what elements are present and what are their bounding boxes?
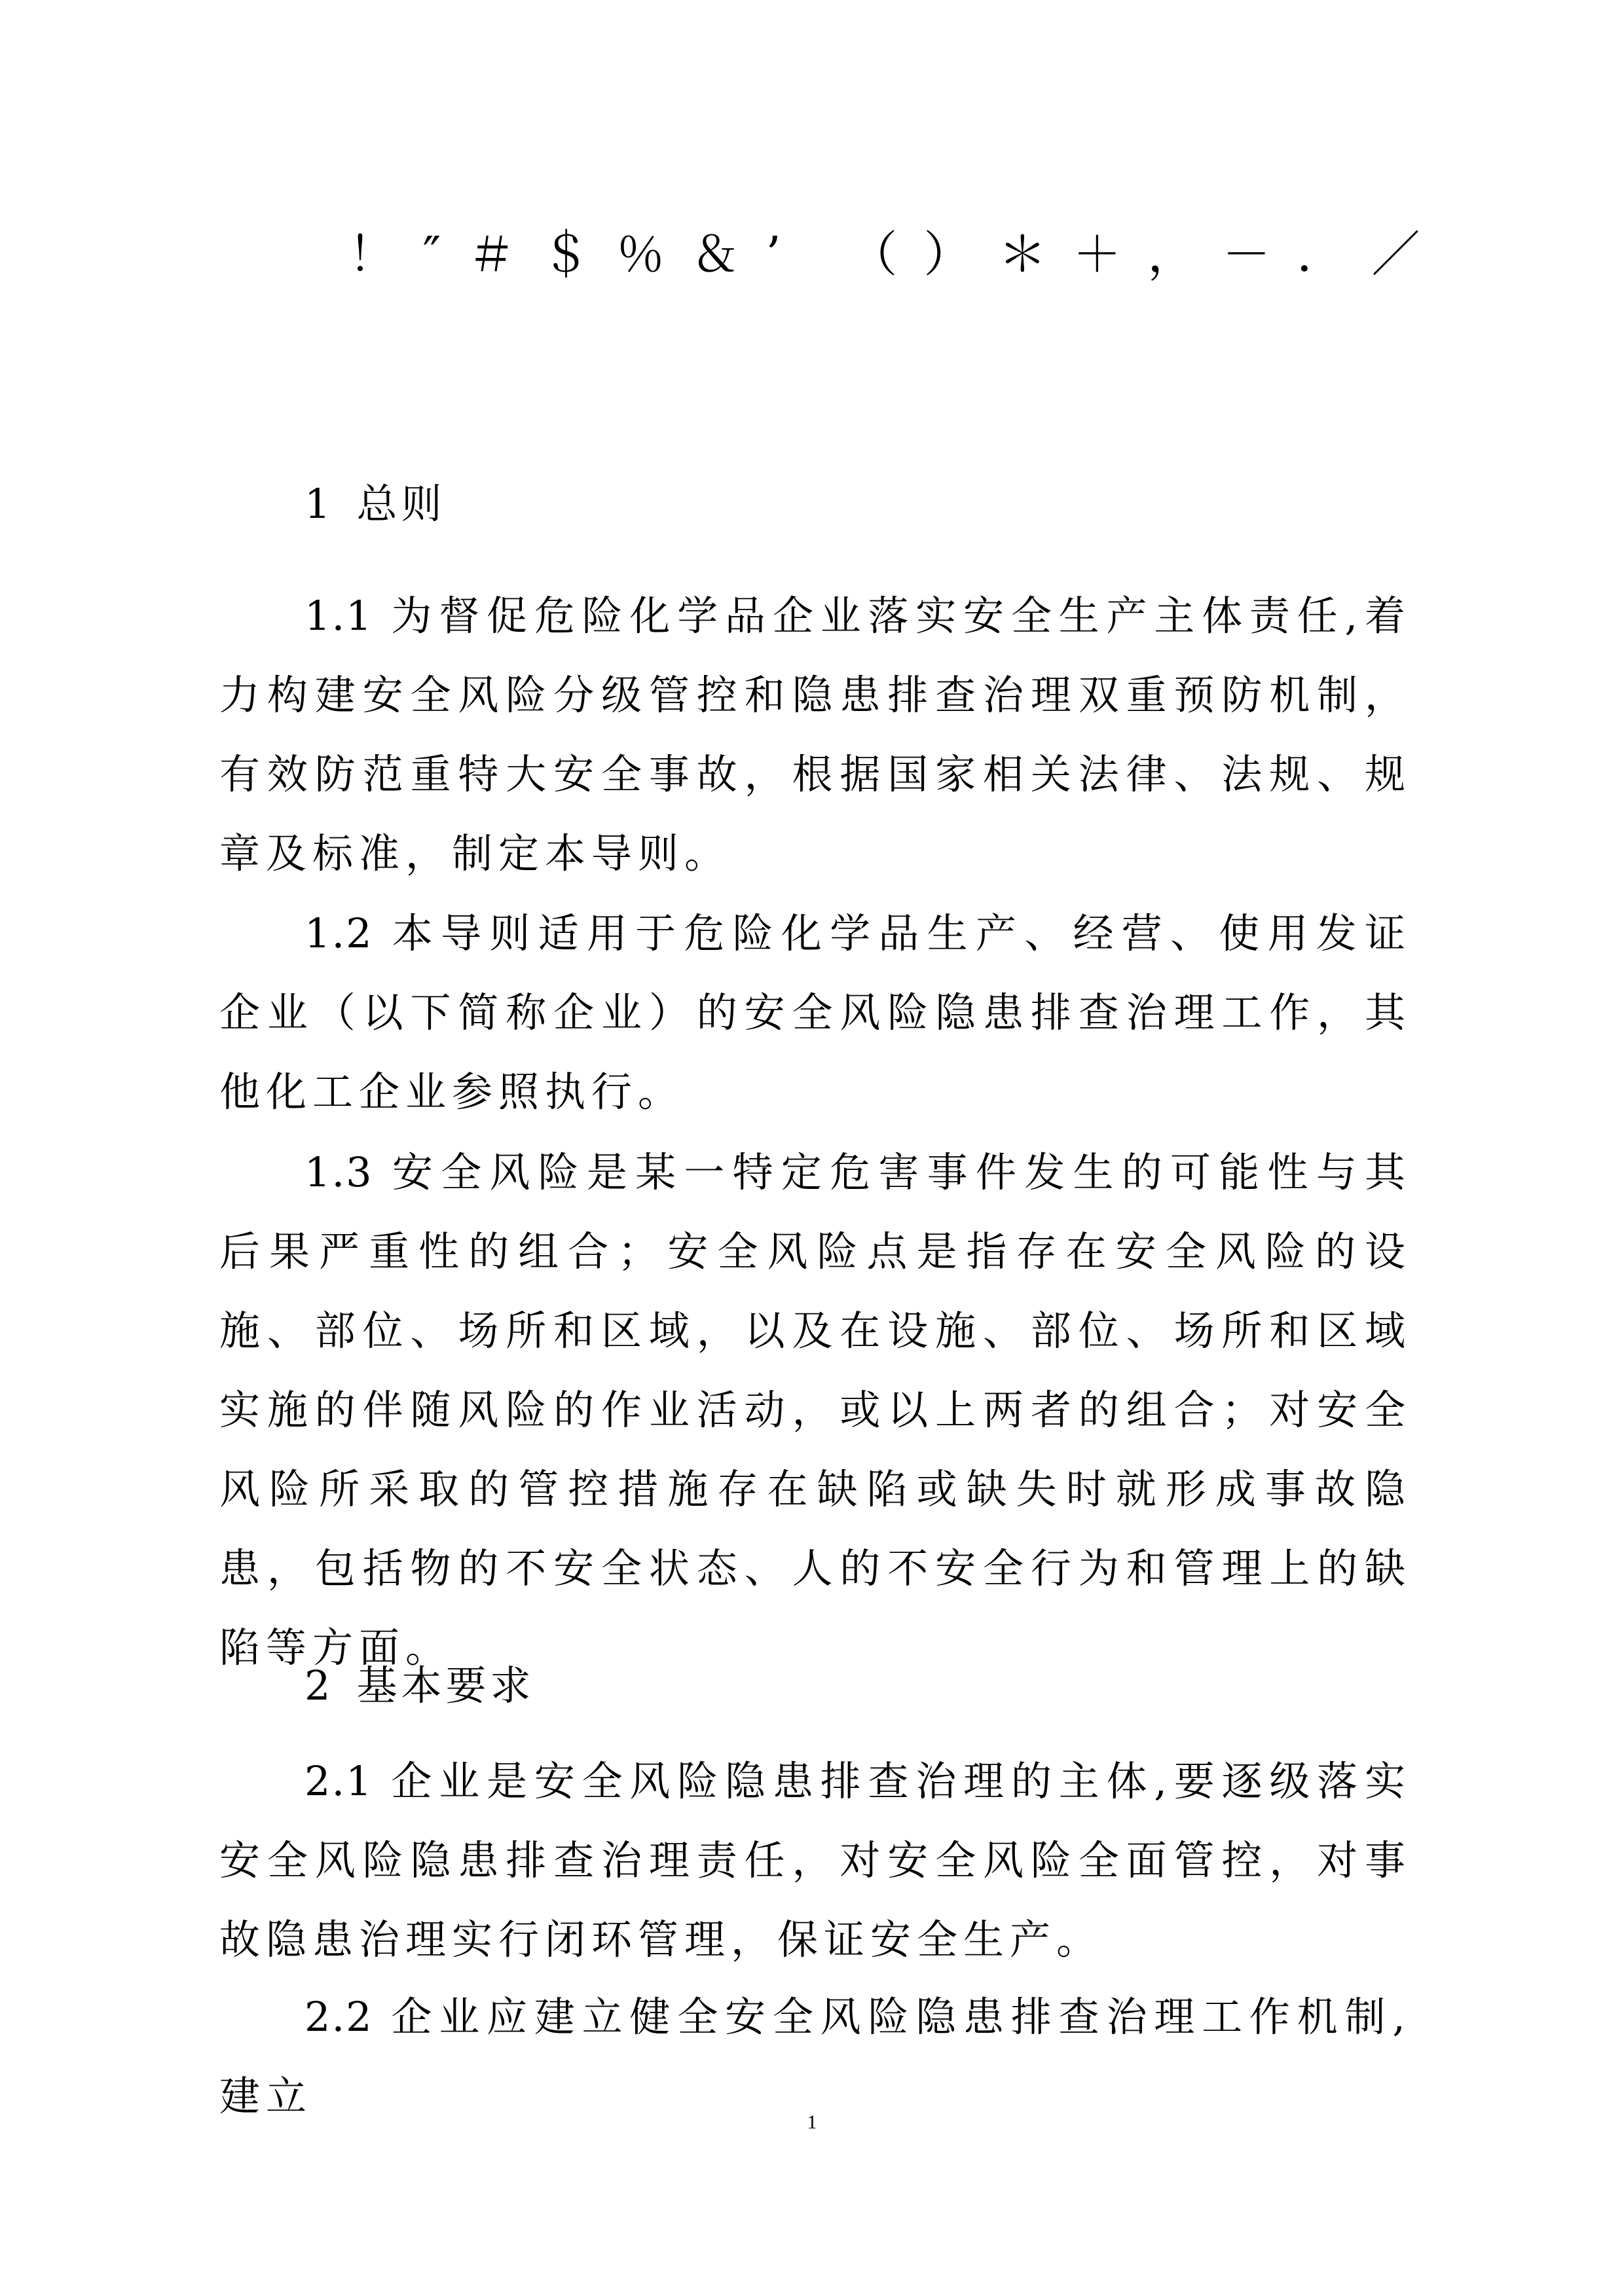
section-heading-1 bbox=[304, 471, 445, 530]
paragraph-number: 1.3 bbox=[304, 1148, 373, 1196]
page-number: 1 bbox=[807, 2111, 817, 2133]
paragraph-text: 安全风险是某一特定危害事件发生的可能性与其后果严重性的组合；安全风险点是指存在安全风险的设施、部位、场所和区域，以及在设施、部位、场所和区域实施的伴随风险的作业活动，或以上两者的组合；对安全风险所采取的管控措施存在缺陷或缺失时就形成事故隐患，包括物的不安全状态、人的不安全行为和管理上的缺陷等方面。 bbox=[219, 1148, 1411, 1671]
section-heading-2 bbox=[304, 1653, 534, 1711]
section-number: 1 bbox=[304, 480, 335, 528]
paragraph-text: 企业应建立健全安全风险隐患排查治理工作机制,建立 bbox=[219, 1993, 1411, 2120]
section-title: 总则 bbox=[356, 480, 446, 528]
section-title: 基本要求 bbox=[356, 1662, 535, 1709]
paragraph-1-1 bbox=[219, 576, 1411, 893]
paragraph-number: 1.1 bbox=[304, 592, 373, 640]
paragraph-text: 本导则适用于危险化学品生产、经营、使用发证企业（以下简称企业）的安全风险隐患排查治理工作，其他化工企业参照执行。 bbox=[219, 909, 1411, 1116]
paragraph-text: 企业是安全风险隐患排查治理的主体,要逐级落实安全风险隐患排查治理责任，对安全风险全面管控，对事故隐患治理实行闭环管理，保证安全生产。 bbox=[219, 1757, 1411, 1963]
paragraph-number: 2.2 bbox=[304, 1993, 373, 2041]
paragraph-1-3 bbox=[219, 1133, 1411, 1687]
paragraph-number: 2.1 bbox=[304, 1757, 373, 1805]
document-title: ！″＃＄％＆’ （）＊＋，－．／ bbox=[348, 227, 1447, 283]
paragraph-number: 1.2 bbox=[304, 909, 373, 957]
paragraph-1-2 bbox=[219, 894, 1411, 1131]
section-number: 2 bbox=[304, 1662, 335, 1709]
paragraph-text: 为督促危险化学品企业落实安全生产主体责任,着力构建安全风险分级管控和隐患排查治理双重预防机制，有效防范重特大安全事故，根据国家相关法律、法规、规章及标准，制定本导则。 bbox=[219, 592, 1411, 877]
paragraph-2-1 bbox=[219, 1741, 1411, 1979]
